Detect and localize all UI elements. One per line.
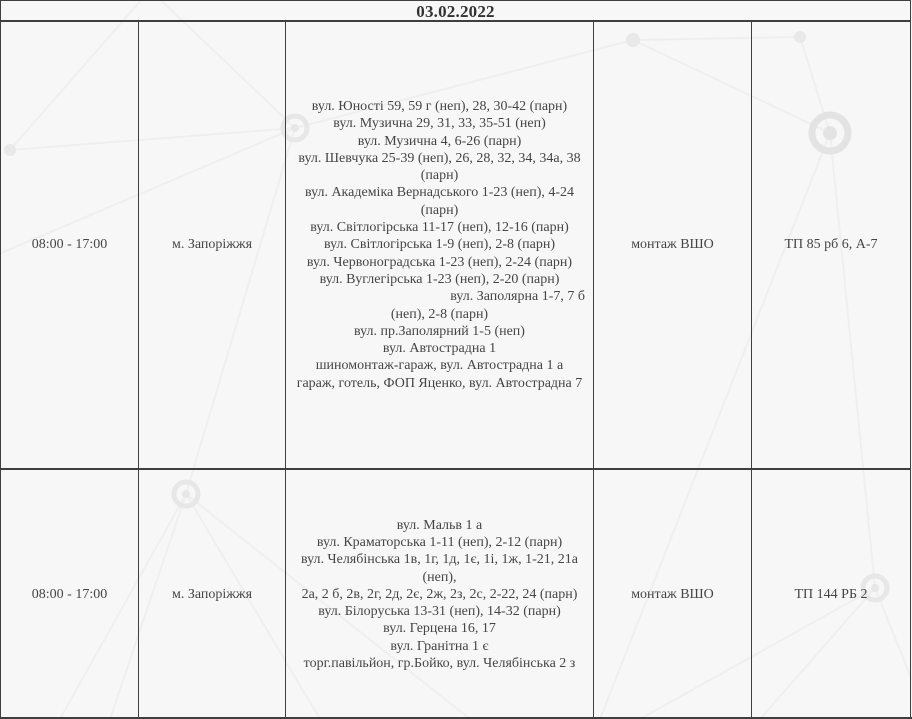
address-line: вул. Заполярна 1-7, 7 б xyxy=(450,289,585,305)
address-line: вул. Музична 4, 6-26 (парн) xyxy=(357,133,522,149)
address-line: вул. Герцена 16, 17 xyxy=(383,621,496,637)
address-line: (неп), 2-8 (парн) xyxy=(390,306,489,322)
address-line: вул. Вуглегірська 1-23 (неп), 2-20 (парн) xyxy=(319,271,560,287)
address-line: вул. Музична 29, 31, 33, 35-51 (неп) xyxy=(333,116,546,132)
address-line: 2а, 2 б, 2в, 2г, 2д, 2є, 2ж, 2з, 2с, 2-22, 24 (парн) xyxy=(301,586,578,602)
date-title: 03.02.2022 xyxy=(416,2,495,21)
address-line: (парн) xyxy=(420,202,459,218)
address-line: торг.павільйон, гр.Бойко, вул. Челябінська 2 з xyxy=(303,656,576,672)
cell-time: 08:00 - 17:00 xyxy=(31,237,108,253)
address-line: вул. Краматорська 1-11 (неп), 2-12 (парн) xyxy=(316,534,563,550)
address-line: вул. Академіка Вернадського 1-23 (неп), 4-24 xyxy=(304,185,575,201)
date-header-row xyxy=(1,1,910,22)
cell-settlement: м. Запоріжжя xyxy=(138,22,285,468)
address-line: вул. Світлогірська 11-17 (неп), 12-16 (парн) xyxy=(310,220,569,236)
table-row xyxy=(1,22,910,468)
cell-time: 08:00 - 17:00 xyxy=(31,586,108,602)
address-line: вул. Світлогірська 1-9 (неп), 2-8 (парн) xyxy=(324,237,555,253)
cell-work-type: монтаж ВШО xyxy=(593,22,751,468)
address-line: шиномонтаж-гараж, вул. Автострадна 1 а xyxy=(315,358,564,374)
address-line: вул. Челябінська 1в, 1г, 1д, 1є, 1і, 1ж, 1-21, 21а xyxy=(301,552,578,568)
address-line: вул. Червоноградська 1-23 (неп), 2-24 (парн) xyxy=(306,254,573,270)
address-line: (неп), xyxy=(422,569,457,585)
address-line: вул. пр.Заполярний 1-5 (неп) xyxy=(354,323,525,339)
address-line: вул. Мальв 1 а xyxy=(396,517,483,533)
cell-settlement: м. Запоріжжя xyxy=(138,470,285,719)
table-row xyxy=(1,468,910,719)
cell-addresses xyxy=(285,22,593,468)
table-body xyxy=(1,22,910,719)
address-line: гараж, готель, ФОП Яценко, вул. Автострадна 7 xyxy=(296,375,583,391)
address-line: вул. Юності 59, 59 г (неп), 28, 30-42 (парн) xyxy=(311,98,568,114)
address-line: (парн) xyxy=(420,168,459,184)
cell-work-type: монтаж ВШО xyxy=(593,470,751,719)
address-line: вул. Білоруська 13-31 (неп), 14-32 (парн) xyxy=(318,604,561,620)
address-line: вул. Гранітна 1 є xyxy=(390,638,489,654)
address-line: вул. Шевчука 25-39 (неп), 26, 28, 32, 34, 34а, 38 xyxy=(298,150,581,166)
address-line: вул. Автострадна 1 xyxy=(382,341,497,357)
cell-power-source: ТП 85 рб 6, А-7 xyxy=(751,22,910,468)
cell-power-source: ТП 144 РБ 2 xyxy=(751,470,910,719)
cell-addresses xyxy=(285,470,593,719)
